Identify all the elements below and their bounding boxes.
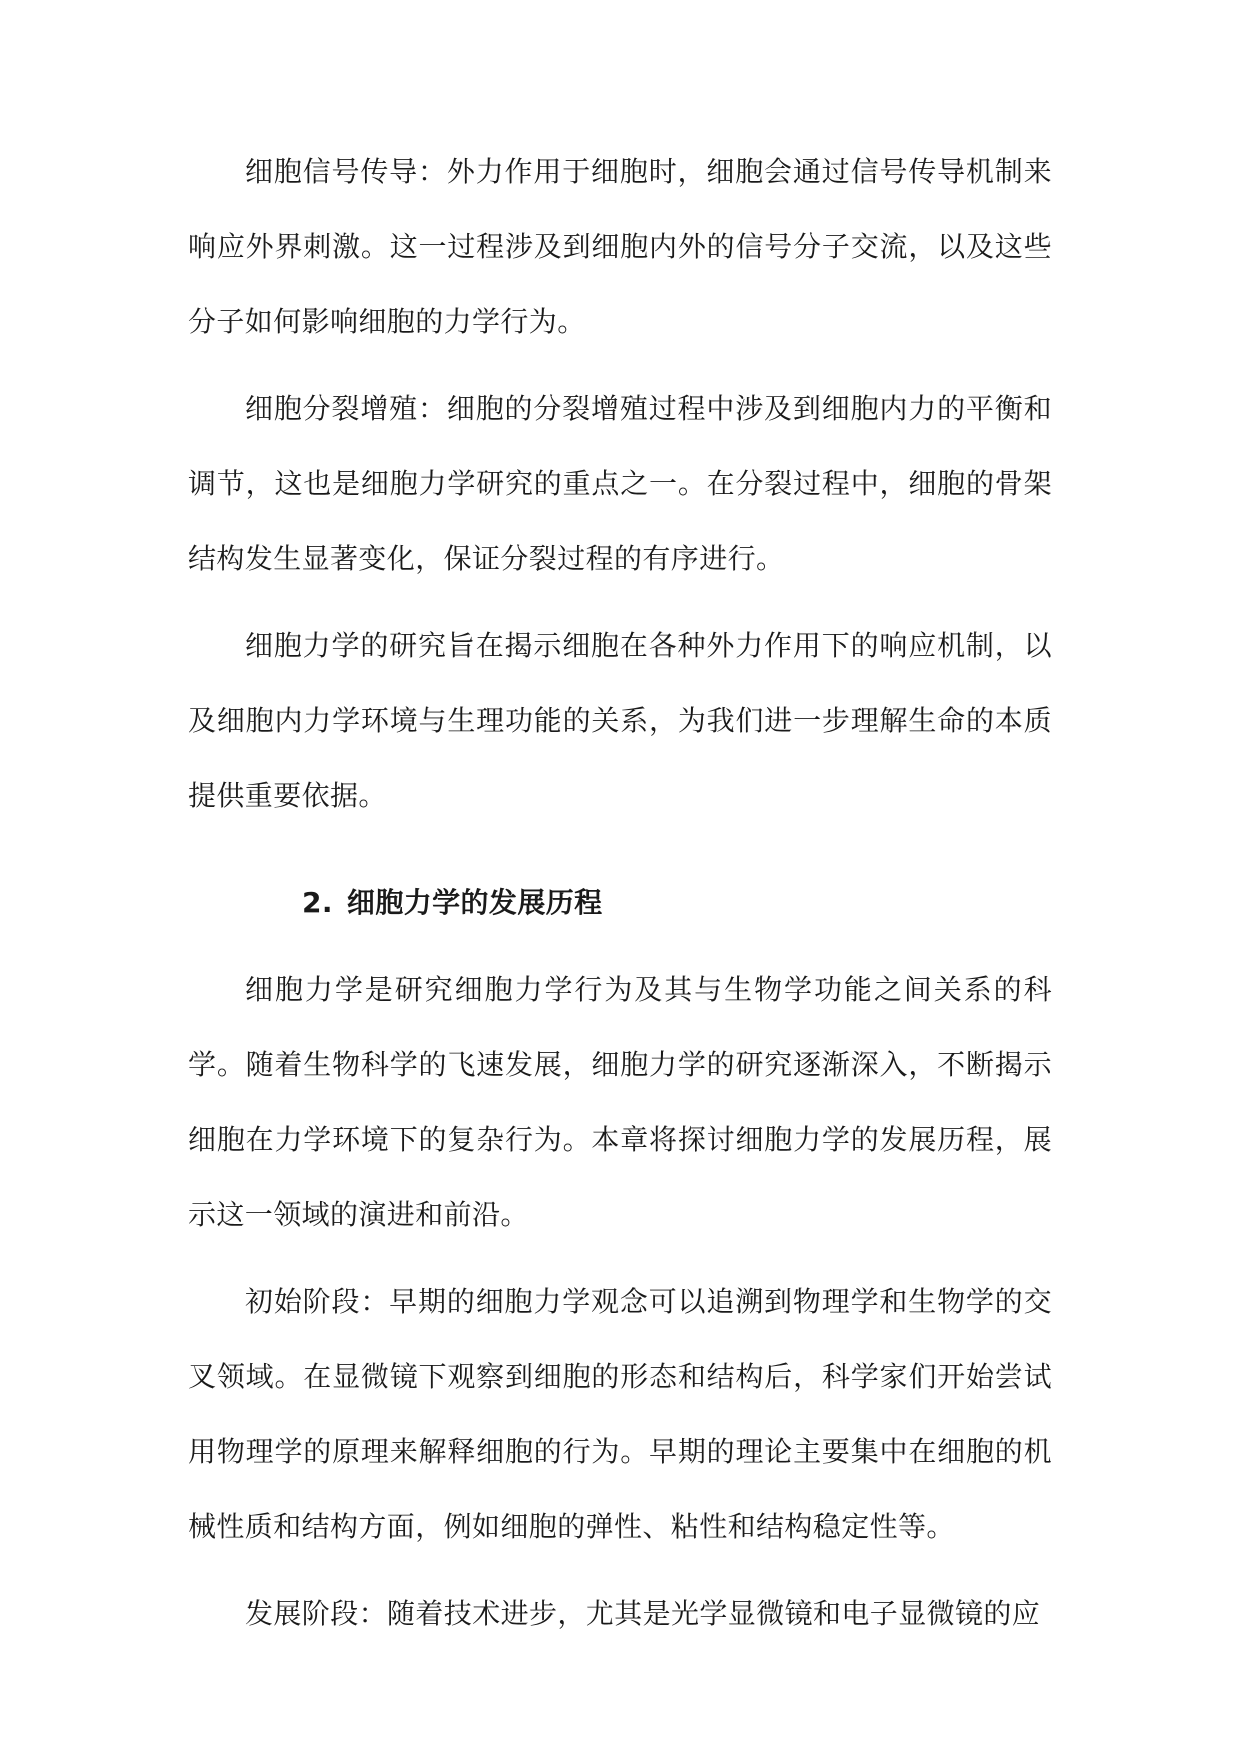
- paragraph-cell-division: 细胞分裂增殖：细胞的分裂增殖过程中涉及到细胞内力的平衡和调节，这也是细胞力学研究的重点之一。在分裂过程中，细胞的骨架结构发生显著变化，保证分裂过程的有序进行。: [188, 392, 1052, 575]
- section-title: 细胞力学的发展历程: [346, 886, 603, 919]
- paragraph-development-stage: 发展阶段：随着技术进步，尤其是光学显微镜和电子显微镜的应: [245, 1597, 1041, 1630]
- section-heading: [188, 865, 1052, 940]
- paragraph-initial-stage: 初始阶段：早期的细胞力学观念可以追溯到物理学和生物学的交叉领域。在显微镜下观察到细胞的形态和结构后，科学家们开始尝试用物理学的原理来解释细胞的行为。早期的理论主要集中在细胞的机械性质和结构方面，例如细胞的弹性、粘性和结构稳定性等。: [188, 1285, 1052, 1543]
- paragraph-research-aim: 细胞力学的研究旨在揭示细胞在各种外力作用下的响应机制，以及细胞内力学环境与生理功能的关系，为我们进一步理解生命的本质提供重要依据。: [188, 629, 1052, 812]
- section-number: 2.: [302, 886, 333, 919]
- paragraph-introduction: 细胞力学是研究细胞力学行为及其与生物学功能之间关系的科学。随着生物科学的飞速发展，细胞力学的研究逐渐深入，不断揭示细胞在力学环境下的复杂行为。本章将探讨细胞力学的发展历程，展示这一领域的演进和前沿。: [188, 973, 1052, 1231]
- document-body: [188, 134, 1052, 1663]
- paragraph-signal-transduction: 细胞信号传导：外力作用于细胞时，细胞会通过信号传导机制来响应外界刺激。这一过程涉及到细胞内外的信号分子交流，以及这些分子如何影响细胞的力学行为。: [188, 155, 1052, 338]
